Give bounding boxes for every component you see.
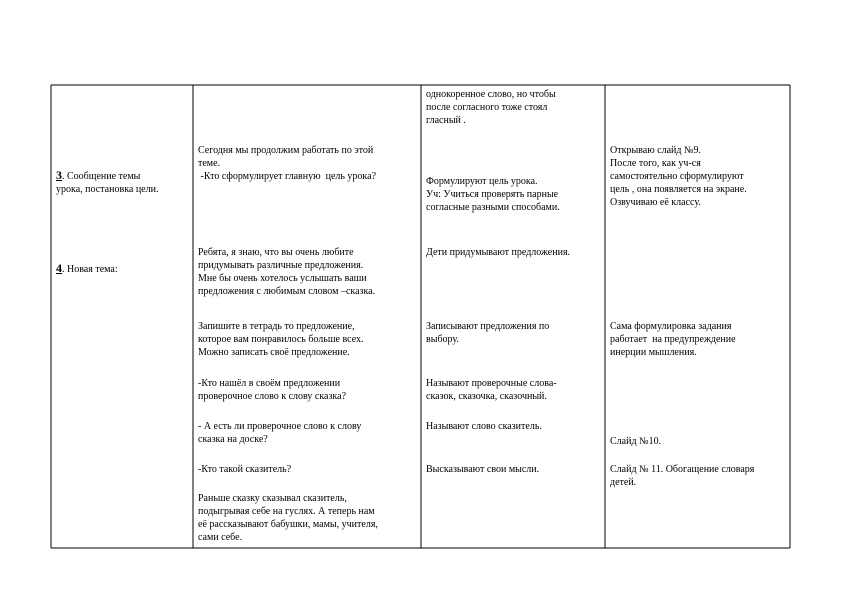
stage-4-number: 4: [56, 261, 62, 275]
note-text-1: Открываю слайд №9. После того, как уч-ся самостоятельно сформулируют цель , она появляется на экране. Озвучиваю её классу.: [610, 145, 747, 208]
note-text-3: Слайд №10.: [610, 436, 662, 447]
student-text-1: Формулируют цель урока. Уч: Учиться проверять парные согласные разными способами.: [426, 176, 560, 213]
teacher-text-5: - А есть ли проверочное слово к слову сказка на доске?: [198, 421, 362, 445]
student-text-6: Высказывают свои мысли.: [426, 464, 540, 475]
student-text-5: Называют слово сказитель.: [426, 421, 542, 432]
teacher-text-1: Сегодня мы продолжим работать по этой теме. -Кто сформулирует главную цель урока?: [198, 145, 377, 182]
stage-3-cell: [56, 169, 190, 196]
student-text-4: Называют проверочные слова- сказок, сказочка, сказочный.: [426, 378, 557, 402]
stage-3-title: . Сообщение темы урока, постановка цели.: [56, 171, 159, 195]
teacher-text-2: Ребята, я знаю, что вы очень любите придумывать различные предложения. Мне бы очень хотелось услышать ваши предложения с любимым словом –сказка.: [198, 247, 376, 297]
stage-3-number: 3: [56, 168, 62, 182]
teacher-text-6: -Кто такой сказитель?: [198, 464, 292, 475]
note-text-2: Сама формулировка задания работает на предупреждение инерции мышления.: [610, 321, 736, 358]
student-text-2: Дети придумывают предложения.: [426, 247, 571, 258]
teacher-text-4: -Кто нашёл в своём предложении проверочное слово к слову сказка?: [198, 378, 347, 402]
teacher-text-7: Раньше сказку сказывал сказитель, подыгрывая себе на гуслях. А теперь нам её рассказывают бабушки, мамы, учителя, сами себе.: [198, 493, 378, 543]
stage-4-title: . Новая тема:: [62, 264, 118, 275]
stage-4-cell: [56, 262, 190, 276]
teacher-text-3: Запишите в тетрадь то предложение, которое вам понравилось больше всех. Можно записать своё предложение.: [198, 321, 364, 358]
student-text-0: однокоренное слово, но чтобы после согласного тоже стоял гласный .: [426, 89, 556, 126]
note-text-4: Слайд № 11. Обогащение словаря детей.: [610, 464, 755, 488]
student-text-3: Записывают предложения по выбору.: [426, 321, 550, 345]
